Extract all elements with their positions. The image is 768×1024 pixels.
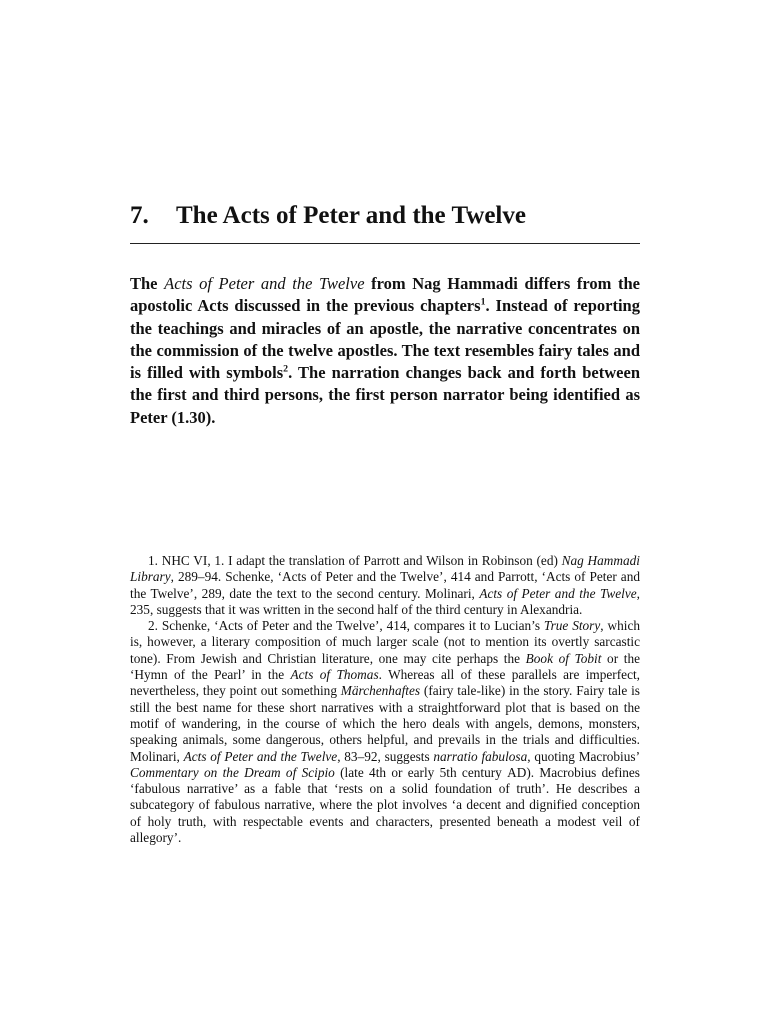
body-paragraph <box>130 273 640 429</box>
footnote-text: , 235, suggests that it was written in the second half of the third century in Alexandria. <box>130 585 640 617</box>
chapter-number: 7. <box>130 202 149 229</box>
paragraph-text: . The narration changes back and forth between the first and third persons, the first person narrator being identified as Peter (1.30). <box>130 363 640 427</box>
heading-rule <box>130 243 640 244</box>
footnote-text: , 289–94. Schenke, ‘Acts of Peter and the Twelve’, 414 and Parrott, ‘Acts of Peter and the Twelve’, 289, date the text to the second century. Molinari, <box>130 569 640 601</box>
era-abbreviation: AD <box>507 764 527 780</box>
paragraph-text: . Instead of reporting the teachings and miracles of an apostle, the narrative concentrates on the commission of the twelve apostles. The text resembles fairy tales and is filled with symbols <box>130 296 640 383</box>
work-title: Acts of Peter and the Twelve <box>164 274 365 293</box>
foreign-term: Märchenhaftes <box>340 683 421 699</box>
foreign-term: narratio fabulosa <box>433 748 528 764</box>
paragraph-text: from Nag Hammadi differs from the apostolic Acts discussed in the previous chapters <box>130 274 640 316</box>
footnotes <box>130 553 640 846</box>
work-title: Book of Tobit <box>525 650 602 666</box>
footnote-text: 2. Schenke, ‘Acts of Peter and the Twelve’, 414, compares it to Lucian’s <box>148 618 544 634</box>
footnote-text: 1. NHC VI, 1. I adapt the translation of Parrott and Wilson in Robinson (ed) <box>148 553 562 568</box>
work-title: Commentary on the Dream of Scipio <box>130 764 335 780</box>
footnote-ref-1: 1 <box>480 296 486 308</box>
footnote-text: ). Macrobius defines ‘fabulous narrative’ as a fable that ‘rests on a solid foundation of truth’. He describes a subcategory of fabulous narrative, where the plot involves ‘a decent and dignified conception of holy truth, with respectable events and characters, presented beneath a modest veil of allegory’. <box>130 764 640 846</box>
footnote-text: (fairy tale-like) in the story. Fairy tale is still the best name for these short narratives with a straightforward plot that is based on the motif of wandering, in the course of which the hero deals with angels, demons, monsters, speaking animals, some dangerous, others helpful, and prevails in the trials and difficulties. Molinari, <box>130 683 640 764</box>
chapter-heading <box>130 200 640 232</box>
work-title: Acts of Thomas <box>290 667 379 683</box>
paragraph-text: The <box>130 274 165 293</box>
footnote-text: , 83–92, suggests <box>337 748 434 764</box>
work-title: True Story <box>543 618 601 634</box>
footnote-text: . Whereas all of these parallels are imperfect, nevertheless, they point out something <box>130 667 640 699</box>
footnote-text: (late 4th or early 5th century <box>334 764 508 780</box>
footnote-ref-2: 2 <box>283 363 289 375</box>
work-title: Acts of Peter and the Twelve <box>479 585 637 601</box>
footnote-1 <box>130 553 640 618</box>
footnote-text: , which is, however, a literary composition of much larger scale (not to mention its overtly sarcastic tone). From Jewish and Christian literature, one may cite perhaps the <box>130 618 640 666</box>
footnote-text: , quoting Macrobius’ <box>527 748 640 764</box>
work-title: Acts of Peter and the Twelve <box>183 748 338 764</box>
footnote-2 <box>130 618 640 846</box>
work-title: Nag Hammadi Library <box>130 553 640 585</box>
chapter-title: The Acts of Peter and the Twelve <box>176 202 526 229</box>
footnote-text: or the ‘Hymn of the Pearl’ in the <box>130 650 641 683</box>
